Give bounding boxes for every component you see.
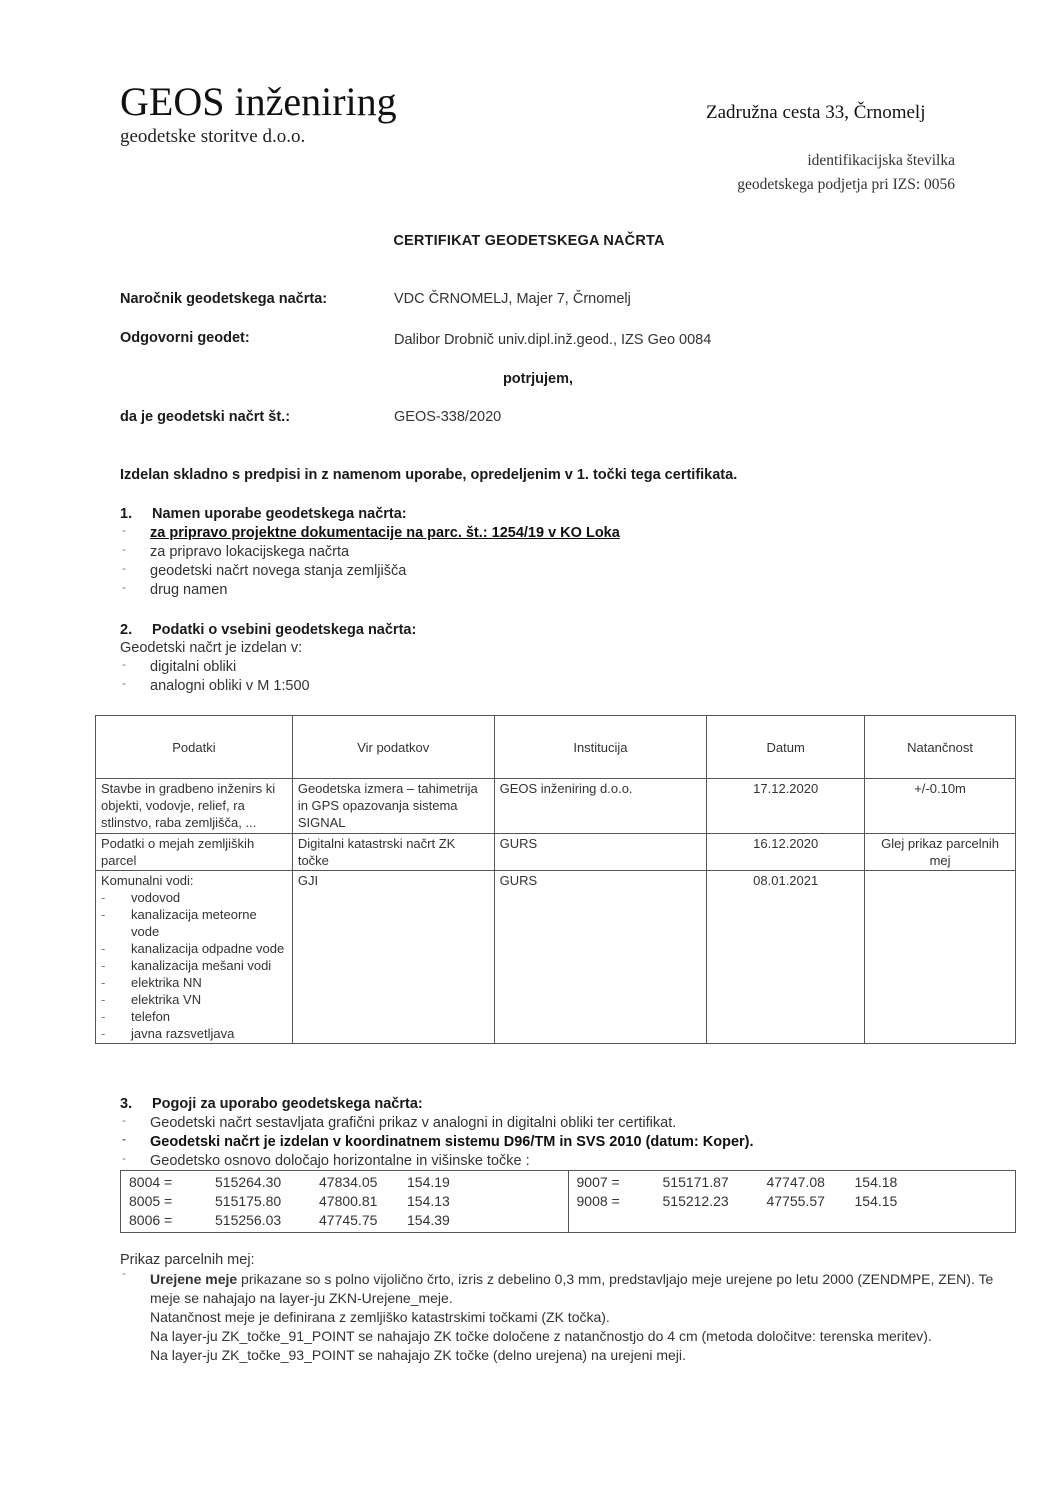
- confirm-text: potrjujem,: [502, 371, 574, 387]
- table-row: [96, 871, 1016, 1044]
- section-3-number: 3.: [120, 1096, 133, 1112]
- table-header: Podatki: [96, 716, 293, 779]
- list-item: - geodetski načrt novega stanja zemljišča: [120, 562, 620, 581]
- table-cell: Podatki o mejah zemljiških parcel: [96, 834, 293, 871]
- parcel-boundaries-heading: Prikaz parcelnih mej:: [120, 1252, 255, 1268]
- client-value: VDC ČRNOMELJ, Majer 7, Črnomelj: [394, 291, 631, 307]
- table-cell: 16.12.2020: [707, 834, 865, 871]
- list-item: - analogni obliki v M 1:500: [120, 677, 310, 696]
- surveyor-value: Dalibor Drobnič univ.dipl.inž.geod., IZS Geo 0084: [394, 332, 712, 348]
- section-3-heading: [120, 1096, 423, 1112]
- table-cell: GEOS inženiring d.o.o.: [494, 779, 707, 834]
- section-2-intro: Geodetski načrt je izdelan v:: [120, 640, 303, 656]
- company-subtitle: geodetske storitve d.o.o.: [120, 126, 306, 147]
- table-cell: Stavbe in gradbeno inženirs ki objekti, vodovje, relief, ra stlinstvo, raba zemljišča, ...: [96, 779, 293, 834]
- control-points-right: [568, 1171, 1016, 1233]
- content-table: [95, 715, 1016, 1044]
- section-2-number: 2.: [120, 622, 133, 638]
- parcel-paragraph: Na layer-ju ZK_točke_91_POINT se nahajajo ZK točke določene z natančnostjo do 4 cm (metoda določitve: terenska meritev).: [150, 1328, 932, 1344]
- table-cell: 17.12.2020: [707, 779, 865, 834]
- table-header: Institucija: [494, 716, 707, 779]
- utilities-heading: Komunalni vodi:: [101, 873, 194, 888]
- section-2-heading: [120, 622, 416, 638]
- parcel-bold-lead: Urejene meje: [150, 1271, 238, 1287]
- table-row: [96, 779, 1016, 834]
- parcel-paragraph: Natančnost meje je definirana z zemljiško katastrskimi točkami (ZK točka).: [150, 1309, 610, 1325]
- purpose-list: [120, 524, 620, 600]
- dash-marker: -: [122, 1266, 126, 1280]
- list-item: - vodovod: [101, 889, 287, 906]
- list-item: - Geodetski načrt sestavljata grafični prikaz v analogni in digitalni obliki ter certifikat.: [120, 1114, 754, 1133]
- table-row: [121, 1171, 1016, 1233]
- table-cell: GJI: [292, 871, 494, 1044]
- list-item: - kanalizacija meteorne vode: [101, 906, 287, 940]
- control-points-left: [121, 1171, 569, 1233]
- coord-row: 9008 = 515212.23 47755.57 154.15: [576, 1193, 898, 1209]
- parcel-boundaries-text: [150, 1270, 1016, 1365]
- company-id-number: [737, 149, 955, 197]
- list-item: - drug namen: [120, 581, 620, 600]
- table-cell: +/-0.10m: [865, 779, 1016, 834]
- plan-number-label: da je geodetski načrt št.:: [120, 409, 291, 425]
- section-1-title: Namen uporabe geodetskega načrta:: [152, 506, 407, 522]
- table-header: Vir podatkov: [292, 716, 494, 779]
- format-list: [120, 658, 310, 696]
- list-item: - za pripravo projektne dokumentacije na parc. št.: 1254/19 v KO Loka: [120, 524, 620, 543]
- list-item: - javna razsvetljava: [101, 1025, 287, 1042]
- coord-row: 8006 = 515256.03 47745.75 154.39: [129, 1212, 450, 1228]
- section-3-title: Pogoji za uporabo geodetskega načrta:: [152, 1096, 423, 1112]
- control-points-table: [120, 1170, 1016, 1233]
- compliance-statement: Izdelan skladno s predpisi in z namenom uporabe, opredeljenim v 1. točki tega certifikata.: [120, 467, 738, 483]
- coord-row: 9007 = 515171.87 47747.08 154.18: [576, 1174, 898, 1190]
- plan-number-value: GEOS-338/2020: [394, 409, 502, 425]
- table-header-row: [96, 716, 1016, 779]
- list-item: - telefon: [101, 1008, 287, 1025]
- company-address: Zadružna cesta 33, Črnomelj: [706, 102, 926, 123]
- document-title: CERTIFIKAT GEODETSKEGA NAČRTA: [393, 233, 665, 249]
- client-label: Naročnik geodetskega načrta:: [120, 291, 328, 307]
- list-item: - kanalizacija odpadne vode: [101, 940, 287, 957]
- parcel-paragraph: Urejene meje prikazane so s polno vijolično črto, izris z debelino 0,3 mm, predstavljajo meje urejene po letu 2000 (ZENDMPE, ZEN). Te meje se nahajajo na layer-ju ZKN-Urejene_meje.: [150, 1271, 994, 1306]
- list-item: - elektrika VN: [101, 991, 287, 1008]
- list-item: - Geodetsko osnovo določajo horizontalne in višinske točke :: [120, 1152, 754, 1171]
- id-line-2: geodetskega podjetja pri IZS: 0056: [737, 176, 955, 193]
- coord-row: 8005 = 515175.80 47800.81 154.13: [129, 1193, 450, 1209]
- section-1-number: 1.: [120, 506, 133, 522]
- parcel-paragraph: Na layer-ju ZK_točke_93_POINT se nahajajo ZK točke (delno urejena) na urejeni meji.: [150, 1347, 686, 1363]
- table-cell: GURS: [494, 871, 707, 1044]
- table-header: Natančnost: [865, 716, 1016, 779]
- table-cell: [96, 871, 293, 1044]
- table-cell: Geodetska izmera – tahimetrija in GPS opazovanja sistema SIGNAL: [292, 779, 494, 834]
- conditions-list: [120, 1114, 754, 1171]
- surveyor-label: Odgovorni geodet:: [120, 330, 250, 346]
- coord-row: 8004 = 515264.30 47834.05 154.19: [129, 1174, 450, 1190]
- table-header: Datum: [707, 716, 865, 779]
- list-item: - elektrika NN: [101, 974, 287, 991]
- list-item: - za pripravo lokacijskega načrta: [120, 543, 620, 562]
- section-2-title: Podatki o vsebini geodetskega načrta:: [152, 622, 417, 638]
- list-item: - Geodetski načrt je izdelan v koordinatnem sistemu D96/TM in SVS 2010 (datum: Koper).: [120, 1133, 754, 1152]
- table-cell: 08.01.2021: [707, 871, 865, 1044]
- table-cell: Glej prikaz parcelnih mej: [865, 834, 1016, 871]
- id-line-1: identifikacijska številka: [807, 152, 955, 169]
- utilities-list: [101, 889, 287, 1042]
- table-row: [96, 834, 1016, 871]
- company-name: GEOS inženiring: [120, 79, 397, 124]
- list-item: - kanalizacija mešani vodi: [101, 957, 287, 974]
- list-item: - digitalni obliki: [120, 658, 310, 677]
- table-cell: [865, 871, 1016, 1044]
- table-cell: Digitalni katastrski načrt ZK točke: [292, 834, 494, 871]
- table-cell: GURS: [494, 834, 707, 871]
- section-1-heading: [120, 506, 407, 522]
